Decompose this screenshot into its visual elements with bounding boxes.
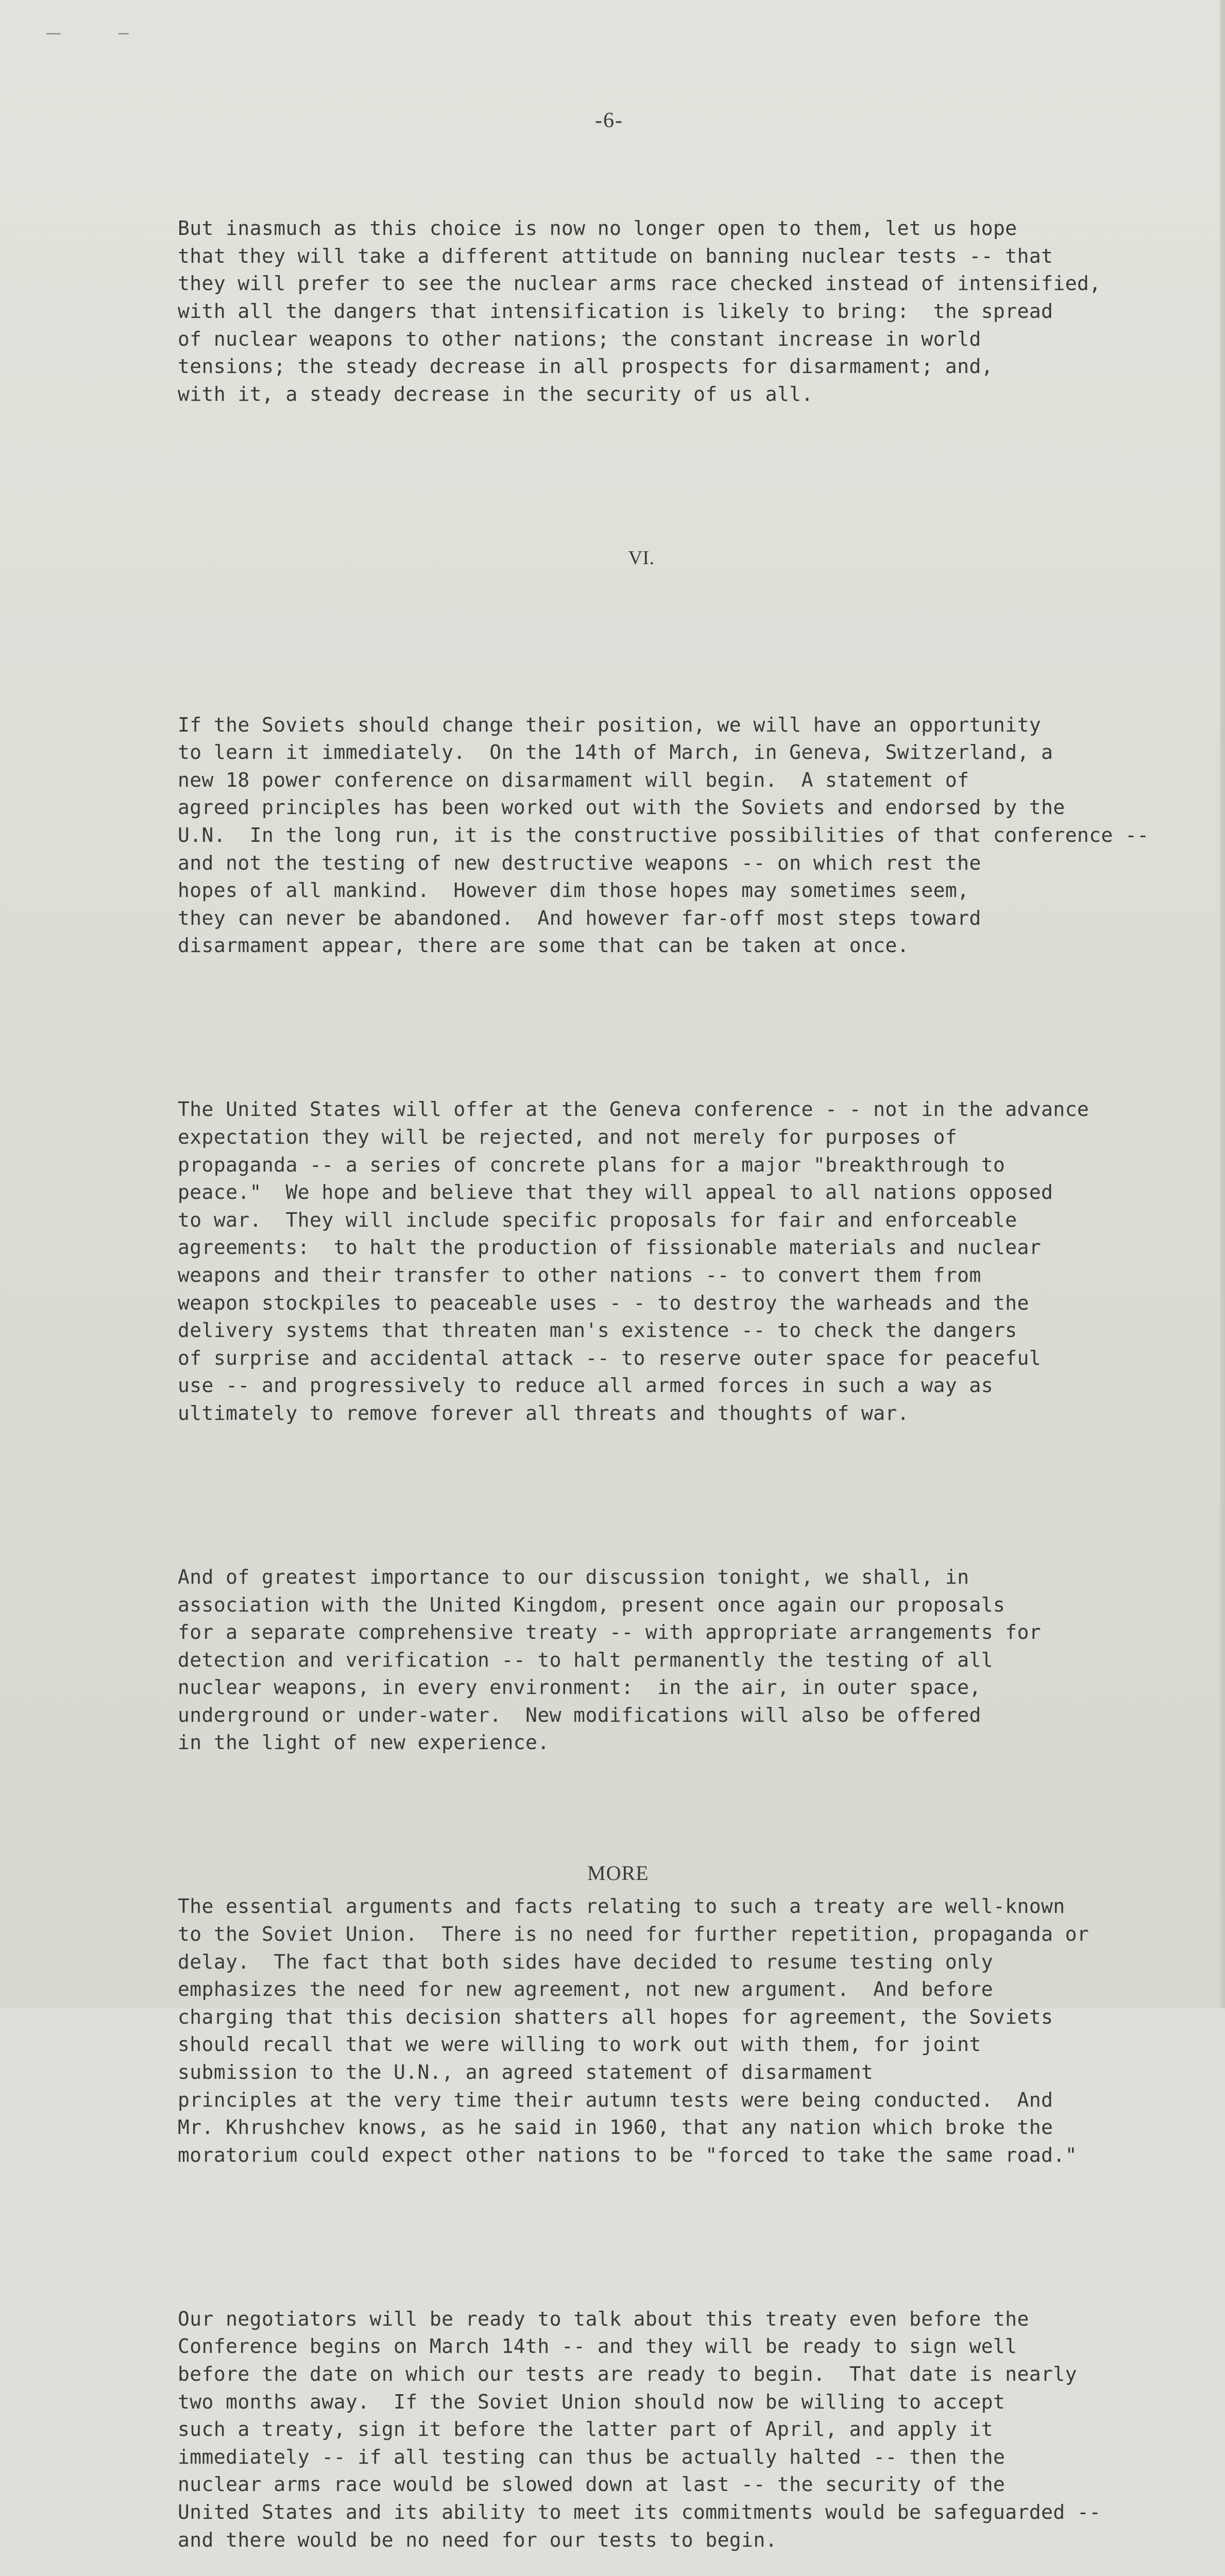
text-line: with all the dangers that intensification is likely to bring: the spread <box>178 299 1053 323</box>
paragraph <box>178 1564 1118 1757</box>
text-line: for a separate comprehensive treaty -- with appropriate arrangements for <box>178 1621 1042 1644</box>
text-line: immediately -- if all testing can thus be actually halted -- then the <box>178 2445 1006 2468</box>
text-line: tensions; the steady decrease in all prospects for disarmament; and, <box>178 355 993 378</box>
text-line: But inasmuch as this choice is now no longer open to them, let us hope <box>178 217 1017 240</box>
paragraph <box>178 2306 1118 2554</box>
paragraph <box>178 711 1149 960</box>
text-line: two months away. If the Soviet Union should now be willing to accept <box>178 2390 1006 2413</box>
page-number: -6- <box>595 109 623 132</box>
scan-mark <box>118 33 129 35</box>
text-line: in the light of new experience. <box>178 1731 550 1754</box>
text-line: that they will take a different attitude on banning nuclear tests -- that <box>178 244 1053 267</box>
text-line: and there would be no need for our tests to begin. <box>178 2528 777 2551</box>
paragraph <box>178 1096 1118 1427</box>
text-line: they can never be abandoned. And however far-off most steps toward <box>178 906 981 929</box>
text-line: to war. They will include specific proposals for fair and enforceable <box>178 1208 1017 1231</box>
text-line: peace." We hope and believe that they will appeal to all nations opposed <box>178 1181 1053 1204</box>
paragraph <box>178 215 1118 408</box>
text-line: weapon stockpiles to peaceable uses - - to destroy the warheads and the <box>178 1291 1029 1314</box>
text-line: ultimately to remove forever all threats and thoughts of war. <box>178 1401 909 1425</box>
text-line: Mr. Khrushchev knows, as he said in 1960, that any nation which broke the <box>178 2116 1053 2139</box>
text-line: should recall that we were willing to work out with them, for joint <box>178 2033 981 2056</box>
text-line: disarmament appear, there are some that can be taken at once. <box>178 934 909 957</box>
text-line: use -- and progressively to reduce all armed forces in such a way as <box>178 1374 993 1397</box>
text-line: agreements: to halt the production of fissionable materials and nuclear <box>178 1236 1042 1259</box>
text-line: agreed principles has been worked out with the Soviets and endorsed by the <box>178 796 1065 819</box>
text-line: nuclear arms race would be slowed down at last -- the security of the <box>178 2473 1006 2496</box>
text-line: to the Soviet Union. There is no need for further repetition, propaganda or <box>178 1923 1090 1946</box>
text-line: The United States will offer at the Geneva conference - - not in the advance <box>178 1098 1090 1121</box>
section-heading: VI. <box>628 547 655 569</box>
text-line: expectation they will be rejected, and not merely for purposes of <box>178 1126 958 1148</box>
text-line: detection and verification -- to halt permanently the testing of all <box>178 1648 993 1671</box>
text-line: such a treaty, sign it before the latter part of April, and apply it <box>178 2418 993 2441</box>
continuation-label: MORE <box>587 1861 649 1885</box>
text-line: And of greatest importance to our discussion tonight, we shall, in <box>178 1565 969 1588</box>
text-line: weapons and their transfer to other nations -- to convert them from <box>178 1263 981 1286</box>
text-line: charging that this decision shatters all hopes for agreement, the Soviets <box>178 2005 1053 2028</box>
scan-mark <box>46 33 61 35</box>
text-line: of nuclear weapons to other nations; the constant increase in world <box>178 327 981 350</box>
text-line: with it, a steady decrease in the security of us all. <box>178 382 813 405</box>
text-line: United States and its ability to meet its commitments would be safeguarded -- <box>178 2500 1101 2523</box>
text-line: and not the testing of new destructive weapons -- on which rest the <box>178 851 981 874</box>
text-line: they will prefer to see the nuclear arms race checked instead of intensified, <box>178 272 1101 295</box>
text-line: delivery systems that threaten man's existence -- to check the dangers <box>178 1319 1017 1342</box>
text-line: moratorium could expect other nations to be "forced to take the same road." <box>178 2143 1077 2166</box>
text-line: emphasizes the need for new agreement, not new argument. And before <box>178 1978 993 2001</box>
text-line: Conference begins on March 14th -- and they will be ready to sign well <box>178 2335 1017 2358</box>
text-line: nuclear weapons, in every environment: in the air, in outer space, <box>178 1676 981 1699</box>
text-line: propaganda -- a series of concrete plans for a major "breakthrough to <box>178 1153 1006 1176</box>
text-line: new 18 power conference on disarmament will begin. A statement of <box>178 768 969 791</box>
text-line: before the date on which our tests are ready to begin. That date is nearly <box>178 2362 1077 2385</box>
text-line: U.N. In the long run, it is the constructive possibilities of that conference -- <box>178 824 1149 847</box>
text-line: to learn it immediately. On the 14th of March, in Geneva, Switzerland, a <box>178 741 1053 764</box>
text-line: delay. The fact that both sides have decided to resume testing only <box>178 1950 993 1973</box>
paragraph <box>178 1893 1118 2169</box>
text-line: The essential arguments and facts relating to such a treaty are well-known <box>178 1895 1065 1918</box>
body-text <box>178 160 1149 2576</box>
text-line: underground or under-water. New modifications will also be offered <box>178 1703 981 1726</box>
paper-edge <box>1220 0 1225 2008</box>
text-line: principles at the very time their autumn tests were being conducted. And <box>178 2088 1053 2111</box>
text-line: hopes of all mankind. However dim those hopes may sometimes seem, <box>178 879 969 902</box>
text-line: Our negotiators will be ready to talk about this treaty even before the <box>178 2307 1029 2330</box>
text-line: association with the United Kingdom, present once again our proposals <box>178 1593 1006 1616</box>
text-line: If the Soviets should change their position, we will have an opportunity <box>178 713 1042 736</box>
text-line: of surprise and accidental attack -- to reserve outer space for peaceful <box>178 1346 1042 1369</box>
text-line: submission to the U.N., an agreed statement of disarmament <box>178 2061 874 2083</box>
